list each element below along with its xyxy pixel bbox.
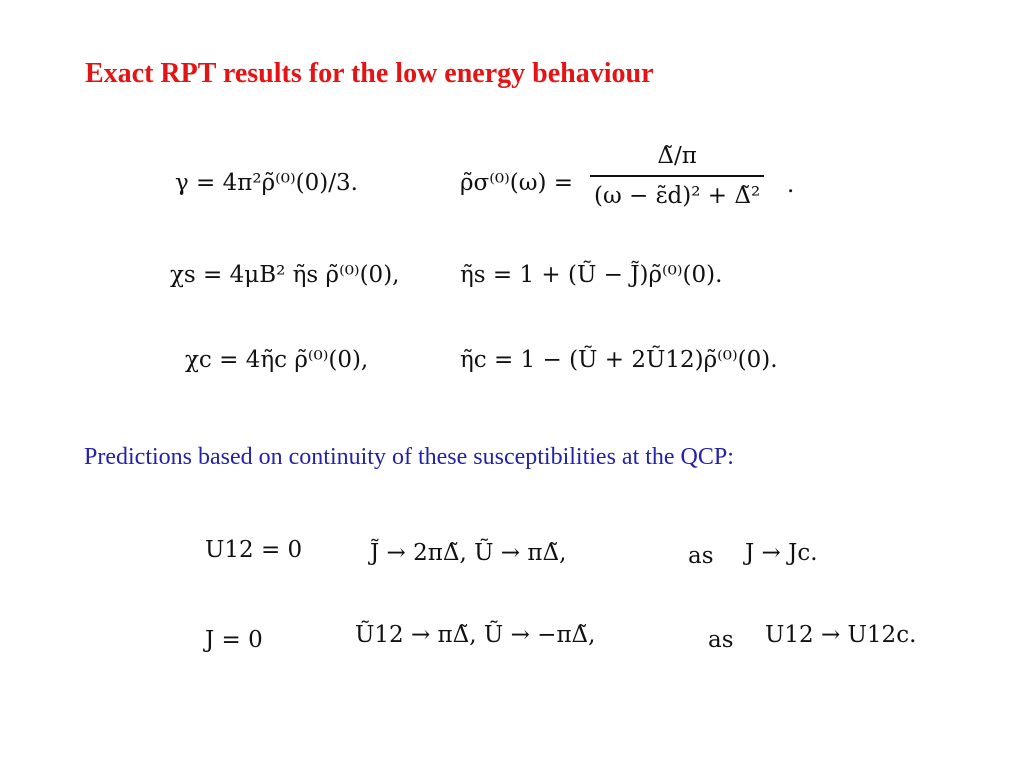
chi-s-equation: χs = 4μB² η̃s ρ̃⁽⁰⁾(0),	[170, 262, 400, 288]
prediction-1-limits: J̃ → 2πΔ̃, Ũ → πΔ̃,	[370, 540, 567, 566]
gamma-equation: γ = 4π²ρ̃⁽⁰⁾(0)/3.	[175, 170, 358, 196]
prediction-2-as: as	[708, 627, 734, 653]
rho-fraction	[590, 143, 764, 209]
predictions-paragraph: Predictions based on continuity of these susceptibilities at the QCP:	[84, 444, 734, 470]
prediction-1-as: as	[688, 543, 714, 569]
rho-equation-end: .	[787, 172, 795, 198]
rho-fraction-denominator: (ω − ε̃d)² + Δ̃²	[594, 182, 761, 209]
chi-c-equation: χc = 4η̃c ρ̃⁽⁰⁾(0),	[185, 347, 369, 373]
prediction-1-approach: J → Jc.	[745, 540, 818, 566]
rho-fraction-numerator: Δ̃/π	[657, 143, 697, 169]
eta-c-equation: η̃c = 1 − (Ũ + 2Ũ12)ρ̃⁽⁰⁾(0).	[460, 347, 778, 373]
slide-title: Exact RPT results for the low energy behaviour	[85, 58, 654, 89]
eta-s-equation: η̃s = 1 + (Ũ − J̃)ρ̃⁽⁰⁾(0).	[460, 262, 723, 288]
prediction-2-condition: J = 0	[205, 627, 263, 653]
rho-equation-lhs: ρ̃σ⁽⁰⁾(ω) =	[460, 170, 574, 196]
prediction-2-approach: U12 → U12c.	[765, 622, 917, 648]
prediction-2-limits: Ũ12 → πΔ̃, Ũ → −πΔ̃,	[355, 622, 596, 648]
prediction-1-condition: U12 = 0	[205, 537, 303, 563]
